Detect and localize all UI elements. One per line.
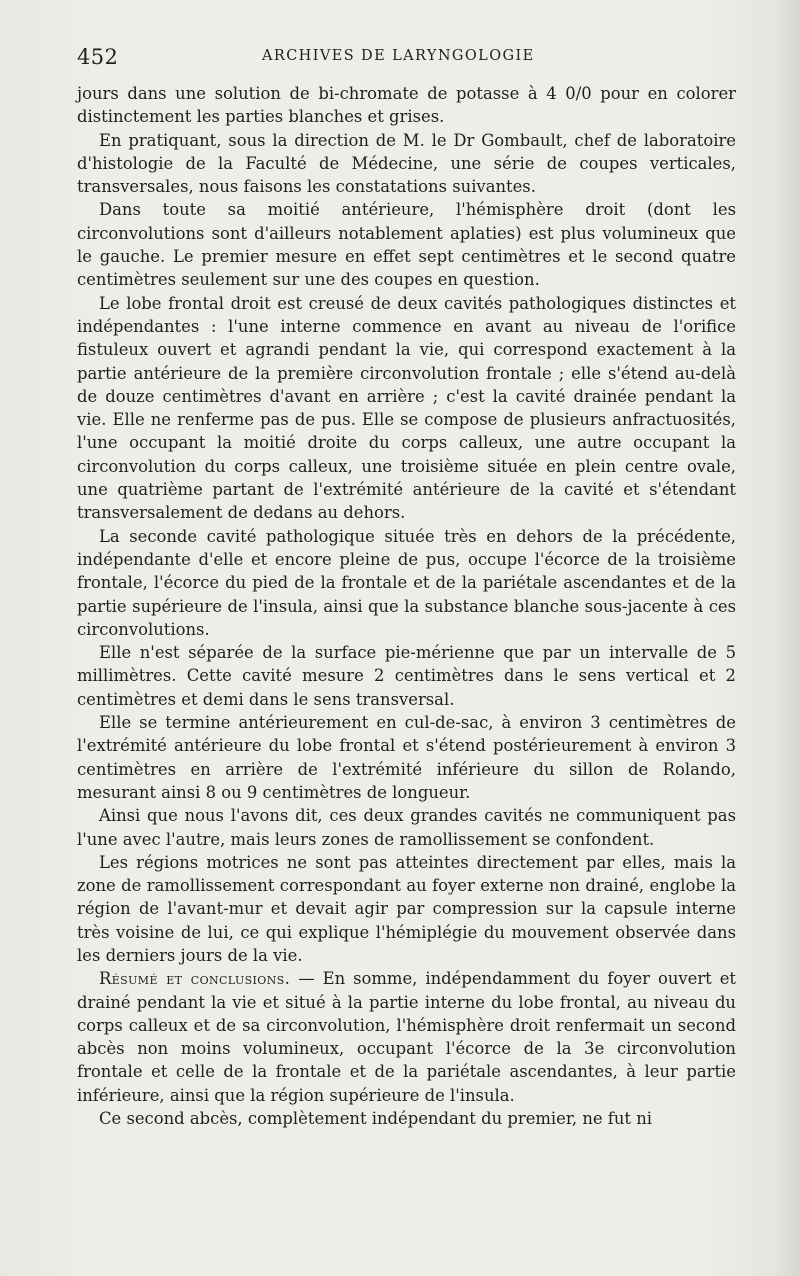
paragraph-3: Dans toute sa moitié antérieure, l'hémisphère droit (dont les circonvolutions sont d'ailleurs notablement aplaties) est plus volumineux que le gauche. Le premier mesure en effet sept centimètres et le second quatre centimètres seulement sur une des coupes en question.	[77, 200, 736, 290]
summary-heading: Résumé et conclusions.	[99, 969, 291, 989]
article-body	[77, 82, 736, 1130]
paragraph-4: Le lobe frontal droit est creusé de deux cavités pathologiques distinctes et indépendantes : l'une interne commence en avant au niveau de l'orifice fistuleux ouvert et agrandi pendant la vie, qui correspond exactement à la partie antérieure de la première circonvolution frontale ; elle s'étend au-delà de douze centimètres d'avant en arrière ; c'est la cavité drainée pendant la vie. Elle ne renferme pas de pus. Elle se compose de plusieurs anfractuosités, l'une occupant la moitié droite du corps calleux, une autre occupant la circonvolution du corps calleux, une troisième située en plein centre ovale, une quatrième partant de l'extrémité antérieure de la cavité et s'étendant transversalement de dedans au dehors.	[77, 293, 736, 523]
final-paragraph: Ce second abcès, complètement indépendant du premier, ne fut ni	[99, 1109, 653, 1129]
paragraph-9: Les régions motrices ne sont pas atteintes directement par elles, mais la zone de ramollissement correspondant au foyer externe non drainé, englobe la région de l'avant-mur et devait agir par compression sur la capsule interne très voisine de lui, ce qui explique l'hémiplégie du mouvement observée dans les derniers jours de la vie.	[77, 852, 736, 965]
paragraph-7: Elle se termine antérieurement en cul-de-sac, à environ 3 centimètres de l'extrémité antérieure du lobe frontal et s'étend postérieurement à environ 3 centimètres en arrière de l'extrémité inférieure du sillon de Rolando, mesurant ainsi 8 ou 9 centimètres de longueur.	[77, 713, 736, 802]
page-number: 452	[77, 45, 119, 69]
paragraph-1: jours dans une solution de bi-chromate de potasse à 4 0/0 pour en colorer distinctement les parties blanches et grises.	[77, 84, 736, 127]
paragraph-2: En pratiquant, sous la direction de M. le Dr Gombault, chef de laboratoire d'histologie de la Faculté de Médecine, une série de coupes verticales, transversales, nous faisons les constatations suivantes.	[77, 130, 736, 197]
running-header	[77, 40, 736, 74]
paragraph-6: Elle n'est séparée de la surface pie-mérienne que par un intervalle de 5 millimètres. Cette cavité mesure 2 centimètres dans le sens vertical et 2 centimètres et demi dans le sens transversal.	[77, 643, 736, 709]
journal-title: ARCHIVES DE LARYNGOLOGIE	[262, 48, 535, 64]
paragraph-8: Ainsi que nous l'avons dit, ces deux grandes cavités ne communiquent pas l'une avec l'autre, mais leurs zones de ramollissement se confondent.	[77, 806, 736, 849]
paragraph-5: La seconde cavité pathologique située très en dehors de la précédente, indépendante d'elle et encore pleine de pus, occupe l'écorce de la troisième frontale, l'écorce du pied de la frontale et de la pariétale ascendantes et de la partie supérieure de l'insula, ainsi que la substance blanche sous-jacente à ces circonvolutions.	[77, 526, 736, 639]
summary-text: — En somme, indépendamment du foyer ouvert et drainé pendant la vie et situé à la partie interne du lobe frontal, au niveau du corps calleux et de sa circonvolution, l'hémisphère droit renfermait un second abcès non moins volumineux, occupant l'écorce de la 3e circonvolution frontale et celle de la frontale et de la pariétale ascendantes, à leur partie inférieure, ainsi que la région supérieure de l'insula.	[77, 969, 737, 1105]
summary-paragraph	[77, 967, 736, 1107]
